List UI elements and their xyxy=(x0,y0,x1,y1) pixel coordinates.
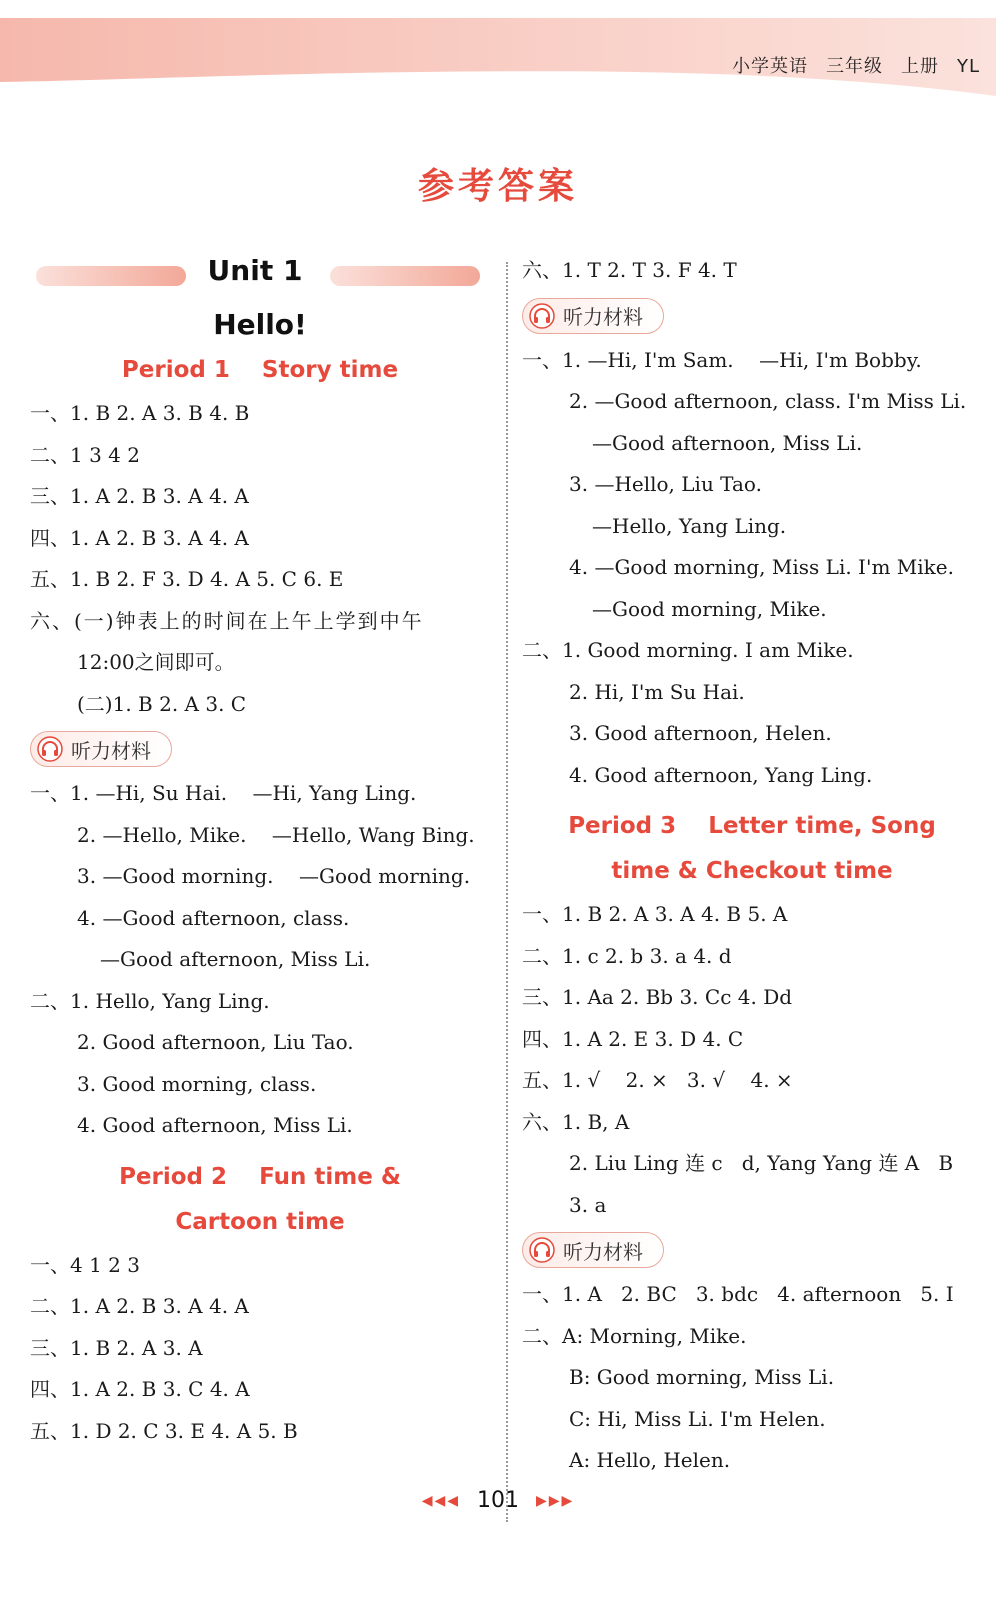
answer-line: (二)1. B 2. A 3. C xyxy=(77,691,247,716)
answer-line: 五、1. √ 2. × 3. √ 4. × xyxy=(522,1068,793,1092)
answer-line: 12:00之间即可。 xyxy=(77,650,235,674)
listening-material-tag xyxy=(30,731,172,767)
period-2-heading-b: Cartoon time xyxy=(175,1208,345,1235)
transcript-line: 3. Good afternoon, Helen. xyxy=(569,721,832,745)
transcript-line: 2. Good afternoon, Liu Tao. xyxy=(77,1030,354,1054)
answer-line: 五、1. B 2. F 3. D 4. A 5. C 6. E xyxy=(30,567,344,591)
transcript-line: 4. —Good afternoon, class. xyxy=(77,905,350,930)
transcript-line: —Good morning, Mike. xyxy=(592,596,827,621)
transcript-line: 一、1. —Hi, I'm Sam. —Hi, I'm Bobby. xyxy=(522,347,922,372)
transcript-line: 4. —Good morning, Miss Li. I'm Mike. xyxy=(569,555,954,579)
answer-line: 三、1. Aa 2. Bb 3. Cc 4. Dd xyxy=(522,985,793,1009)
listening-label: 听力材料 xyxy=(563,1239,643,1264)
answer-line: 三、1. B 2. A 3. A xyxy=(30,1335,203,1360)
answer-line: 一、1. B 2. A 3. B 4. B xyxy=(30,401,250,425)
answer-line: 四、1. A 2. B 3. A 4. A xyxy=(30,525,249,550)
period-3-heading-a: Period 3 Letter time, Song xyxy=(568,813,936,839)
header-info xyxy=(714,52,980,78)
right-column xyxy=(522,250,982,1482)
header-term: 上册 xyxy=(900,56,939,77)
answer-line: 一、4 1 2 3 xyxy=(30,1252,140,1277)
unit-subtitle: Hello! xyxy=(213,308,307,341)
answer-line: 一、1. B 2. A 3. A 4. B 5. A xyxy=(522,902,788,926)
page-footer xyxy=(0,1488,996,1513)
transcript-line: 2. Hi, I'm Su Hai. xyxy=(569,679,745,704)
column-divider xyxy=(506,262,508,1522)
answer-line: 六、(一)钟表上的时间在上午上学到中午 xyxy=(30,608,424,633)
transcript-line: 3. Good morning, class. xyxy=(77,1071,317,1096)
unit-banner xyxy=(30,250,490,302)
transcript-line: 二、1. Good morning. I am Mike. xyxy=(522,638,854,662)
answer-line: 二、1 3 4 2 xyxy=(30,442,140,467)
transcript-line: A: Hello, Helen. xyxy=(569,1448,731,1472)
answer-line: 3. a xyxy=(569,1192,607,1217)
header-wave-decoration xyxy=(0,0,996,100)
transcript-line: 2. —Good afternoon, class. I'm Miss Li. xyxy=(569,389,967,413)
period-3-heading-b: time & Checkout time xyxy=(611,858,893,884)
answer-line: 三、1. A 2. B 3. A 4. A xyxy=(30,484,249,508)
transcript-line: 二、1. Hello, Yang Ling. xyxy=(30,988,270,1013)
header-band xyxy=(0,0,996,100)
headphones-icon xyxy=(529,303,555,329)
listening-label: 听力材料 xyxy=(71,738,151,763)
header-subject: 小学英语 xyxy=(731,56,808,77)
header-edition: YL xyxy=(956,56,980,77)
unit-title: Unit 1 xyxy=(207,254,303,287)
period-2-heading-a: Period 2 Fun time & xyxy=(119,1163,401,1190)
listening-material-tag xyxy=(522,298,664,334)
transcript-line: 2. —Hello, Mike. —Hello, Wang Bing. xyxy=(77,822,475,847)
transcript-line: 4. Good afternoon, Miss Li. xyxy=(77,1113,353,1137)
period-1-heading: Period 1 Story time xyxy=(121,357,399,383)
transcript-line: —Good afternoon, Miss Li. xyxy=(592,430,863,455)
transcript-line: 二、A: Morning, Mike. xyxy=(522,1323,747,1348)
listening-label: 听力材料 xyxy=(563,305,643,329)
headphones-icon xyxy=(529,1237,555,1263)
answer-line: 六、1. B, A xyxy=(522,1109,630,1134)
answer-line: 二、1. c 2. b 3. a 4. d xyxy=(522,943,732,968)
transcript-line: B: Good morning, Miss Li. xyxy=(569,1365,835,1389)
left-arrows-icon: ◀◀◀ xyxy=(421,1493,460,1509)
answer-line: 二、1. A 2. B 3. A 4. A xyxy=(30,1294,249,1318)
right-arrows-icon: ▶▶▶ xyxy=(536,1493,575,1509)
left-column xyxy=(30,250,490,1452)
transcript-line: 3. —Good morning. —Good morning. xyxy=(77,864,471,888)
page-title: 参考答案 xyxy=(417,166,578,207)
transcript-line: 一、1. A 2. BC 3. bdc 4. afternoon 5. I xyxy=(522,1282,954,1306)
transcript-line: C: Hi, Miss Li. I'm Helen. xyxy=(569,1406,826,1431)
transcript-line: 一、1. —Hi, Su Hai. —Hi, Yang Ling. xyxy=(30,781,417,805)
answer-line: 六、1. T 2. T 3. F 4. T xyxy=(522,258,737,282)
transcript-line: —Good afternoon, Miss Li. xyxy=(100,947,371,971)
header-grade: 三年级 xyxy=(825,56,883,77)
answer-line: 四、1. A 2. B 3. C 4. A xyxy=(30,1377,250,1401)
transcript-line: —Hello, Yang Ling. xyxy=(592,513,787,538)
headphones-icon xyxy=(37,736,63,762)
answer-line: 四、1. A 2. E 3. D 4. C xyxy=(522,1026,744,1051)
answer-line: 2. Liu Ling 连 c d, Yang Yang 连 A B xyxy=(569,1151,954,1175)
listening-material-tag xyxy=(522,1232,664,1268)
answer-line: 五、1. D 2. C 3. E 4. A 5. B xyxy=(30,1418,298,1443)
transcript-line: 4. Good afternoon, Yang Ling. xyxy=(569,762,873,787)
transcript-line: 3. —Hello, Liu Tao. xyxy=(569,472,762,496)
page-number: 101 xyxy=(477,1488,519,1513)
